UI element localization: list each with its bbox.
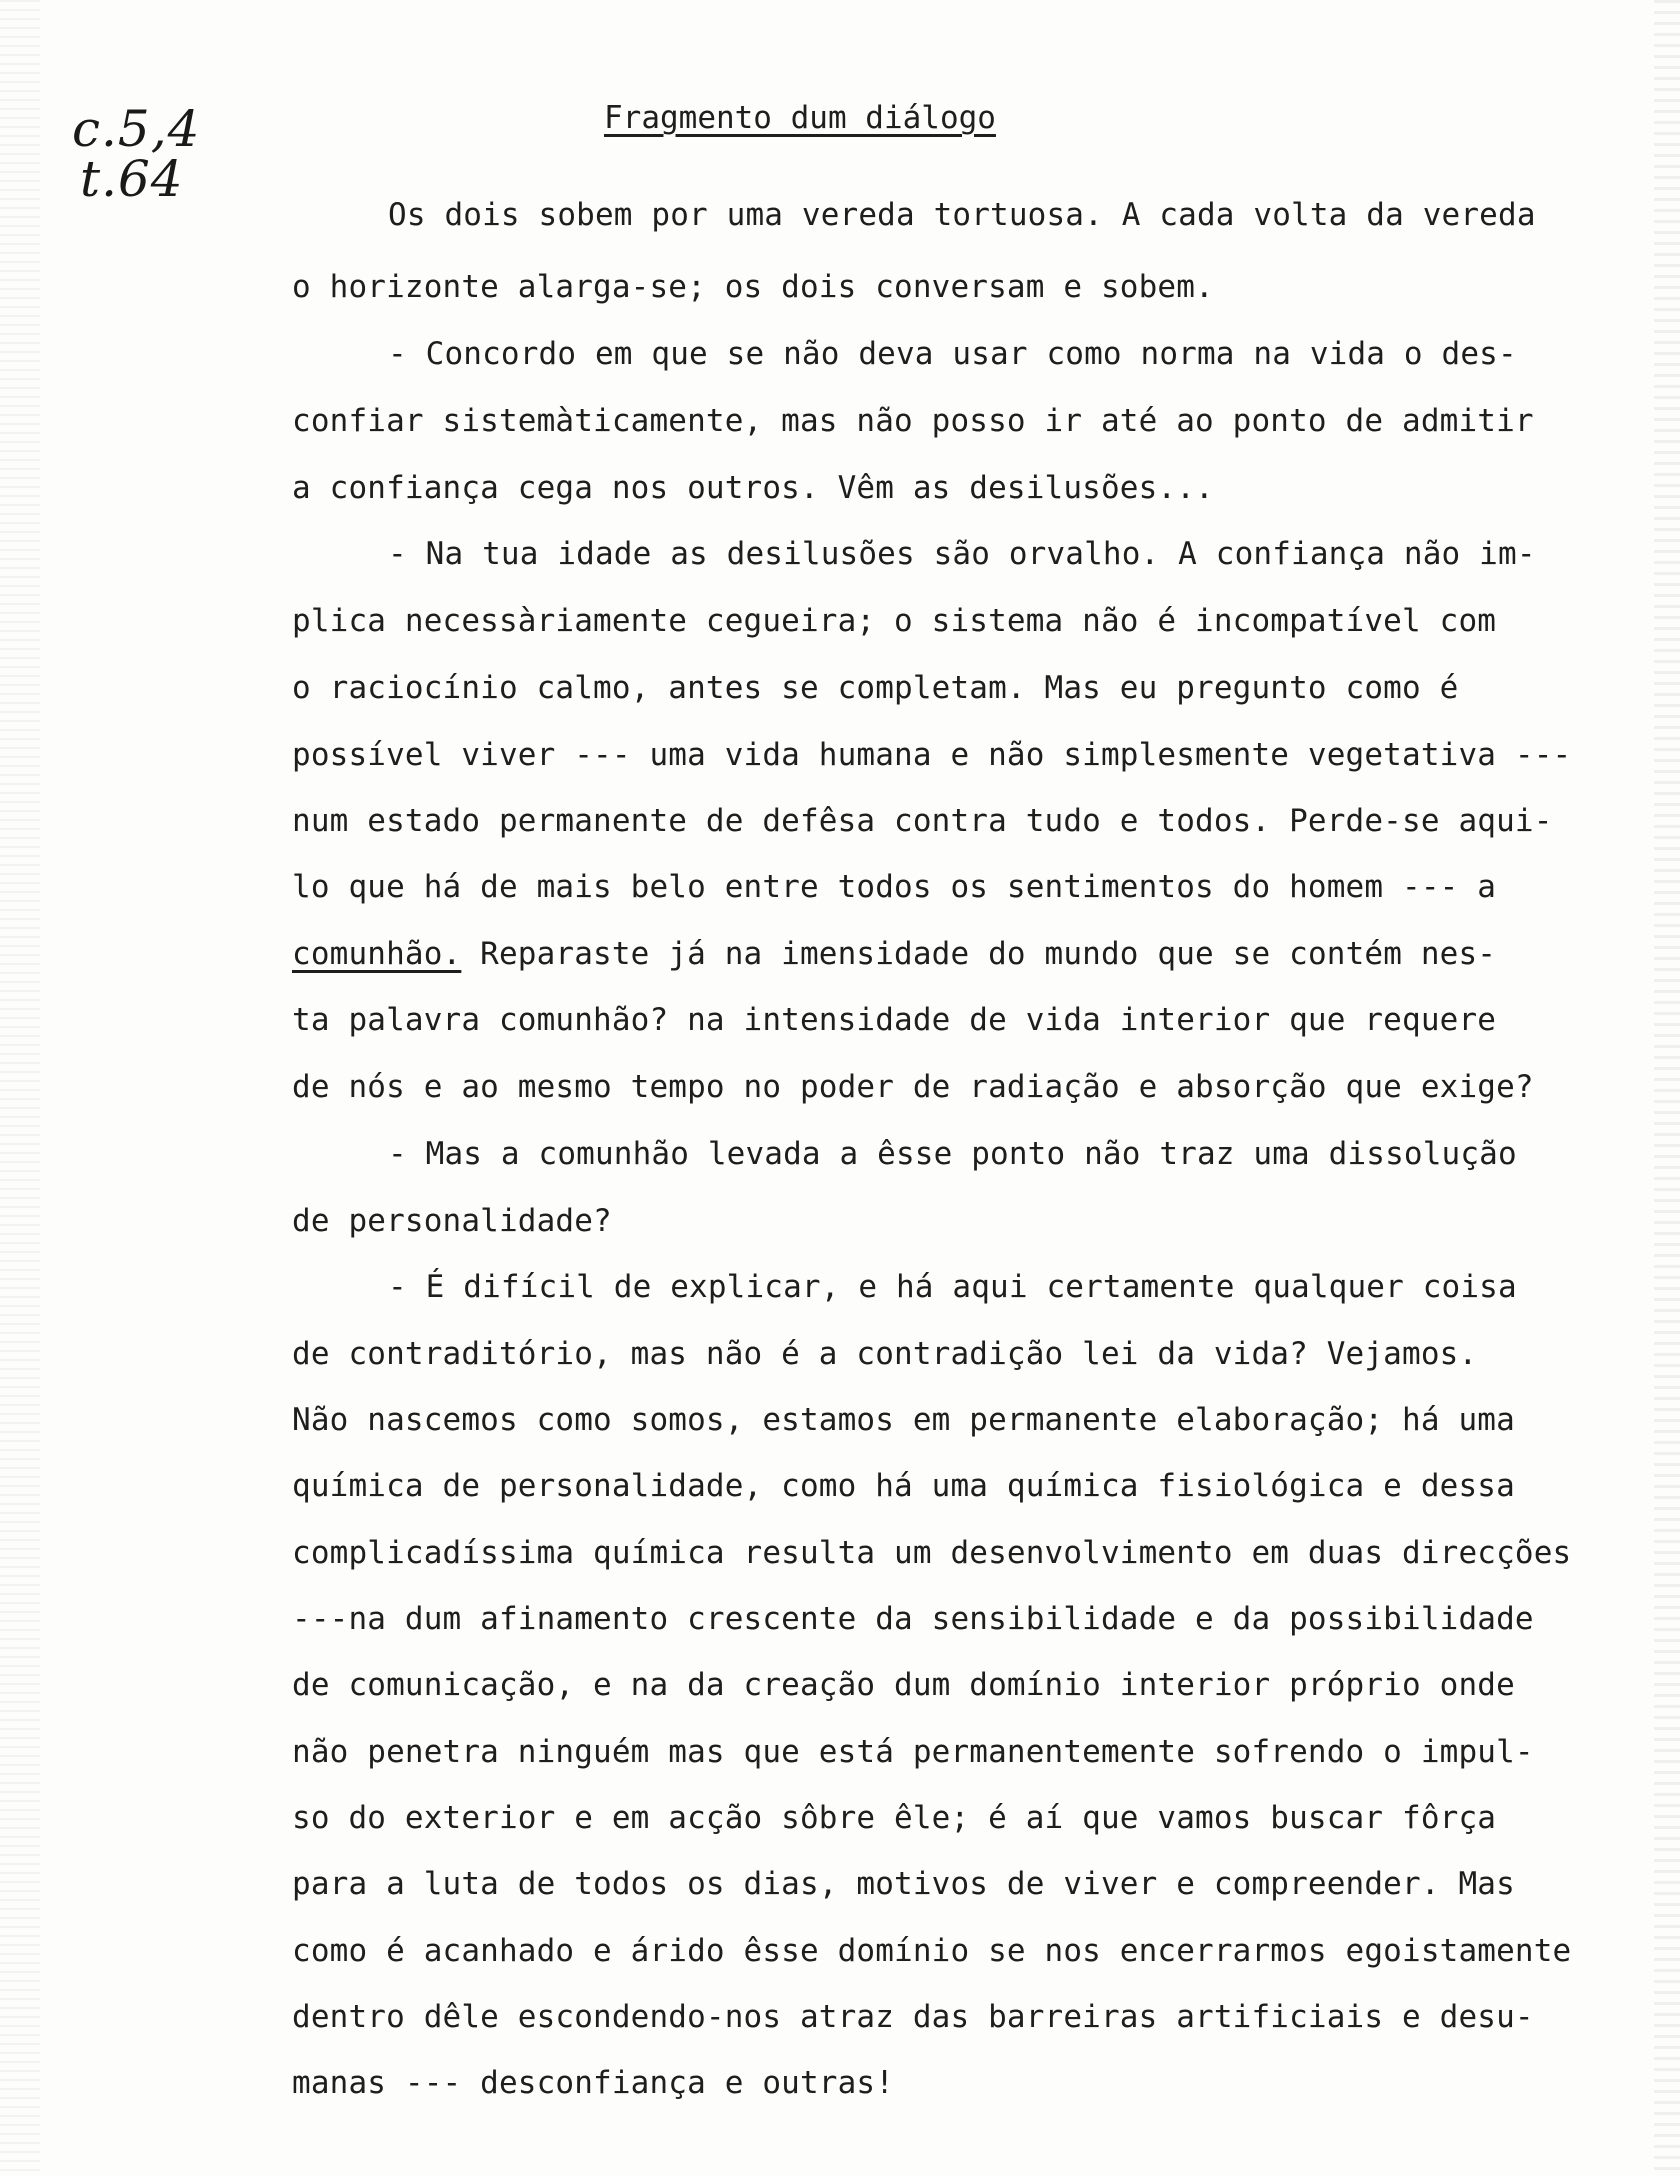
text-line: confiar sistemàticamente, mas não posso ir até ao ponto de admitir: [292, 403, 1534, 439]
text-line: de contraditório, mas não é a contradição lei da vida? Vejamos.: [292, 1336, 1478, 1372]
text-line: o horizonte alarga-se; os dois conversam e sobem.: [292, 269, 1214, 305]
scan-edge-left: [0, 0, 40, 2176]
text-line: de personalidade?: [292, 1203, 612, 1239]
text-line: Os dois sobem por uma vereda tortuosa. A cada volta da vereda: [388, 197, 1536, 233]
handwritten-note-2: t.64: [80, 150, 184, 208]
text-line: como é acanhado e árido êsse domínio se nos encerrarmos egoistamente: [292, 1933, 1572, 1969]
text-line: Não nascemos como somos, estamos em permanente elaboração; há uma: [292, 1402, 1515, 1438]
text-line: possível viver --- uma vida humana e não simplesmente vegetativa ---: [292, 737, 1572, 773]
text-line: o raciocínio calmo, antes se completam. Mas eu pregunto como é: [292, 670, 1459, 706]
text-line: plica necessàriamente cegueira; o sistema não é incompatível com: [292, 603, 1497, 639]
document-title: Fragmento dum diálogo: [604, 100, 996, 136]
text-line: - Concordo em que se não deva usar como norma na vida o des-: [388, 336, 1517, 372]
text-line: manas --- desconfiança e outras!: [292, 2065, 895, 2101]
text-line: dentro dêle escondendo-nos atraz das barreiras artificiais e desu-: [292, 1999, 1534, 2035]
text-line: a confiança cega nos outros. Vêm as desilusões...: [292, 470, 1214, 506]
text-line: não penetra ninguém mas que está permanentemente sofrendo o impul-: [292, 1734, 1534, 1770]
scan-edge-right: [1654, 0, 1680, 2176]
text-line: para a luta de todos os dias, motivos de viver e compreender. Mas: [292, 1866, 1515, 1902]
text-line: [292, 936, 1496, 972]
text-line: química de personalidade, como há uma química fisiológica e dessa: [292, 1468, 1515, 1504]
text-line: de comunicação, e na da creação dum domínio interior próprio onde: [292, 1667, 1515, 1703]
text-line: so do exterior e em acção sôbre êle; é aí que vamos buscar fôrça: [292, 1800, 1497, 1836]
text-line: - É difícil de explicar, e há aqui certamente qualquer coisa: [388, 1269, 1517, 1305]
handwritten-note-1: c.5,4: [72, 100, 201, 158]
text-line: - Mas a comunhão levada a êsse ponto não traz uma dissolução: [388, 1136, 1517, 1172]
text-line: - Na tua idade as desilusões são orvalho. A confiança não im-: [388, 536, 1536, 572]
text-line: ---na dum afinamento crescente da sensibilidade e da possibilidade: [292, 1601, 1534, 1637]
text-line-rest: Reparaste já na imensidade do mundo que se contém nes-: [461, 936, 1497, 972]
text-line: ta palavra comunhão? na intensidade de vida interior que requere: [292, 1002, 1497, 1038]
text-line: de nós e ao mesmo tempo no poder de radiação e absorção que exige?: [292, 1069, 1534, 1105]
text-line: num estado permanente de defêsa contra tudo e todos. Perde-se aqui-: [292, 803, 1553, 839]
underlined-word: comunhão.: [292, 936, 462, 972]
text-line: complicadíssima química resulta um desenvolvimento em duas direcções: [292, 1535, 1572, 1571]
text-line: lo que há de mais belo entre todos os sentimentos do homem --- a: [292, 869, 1497, 905]
